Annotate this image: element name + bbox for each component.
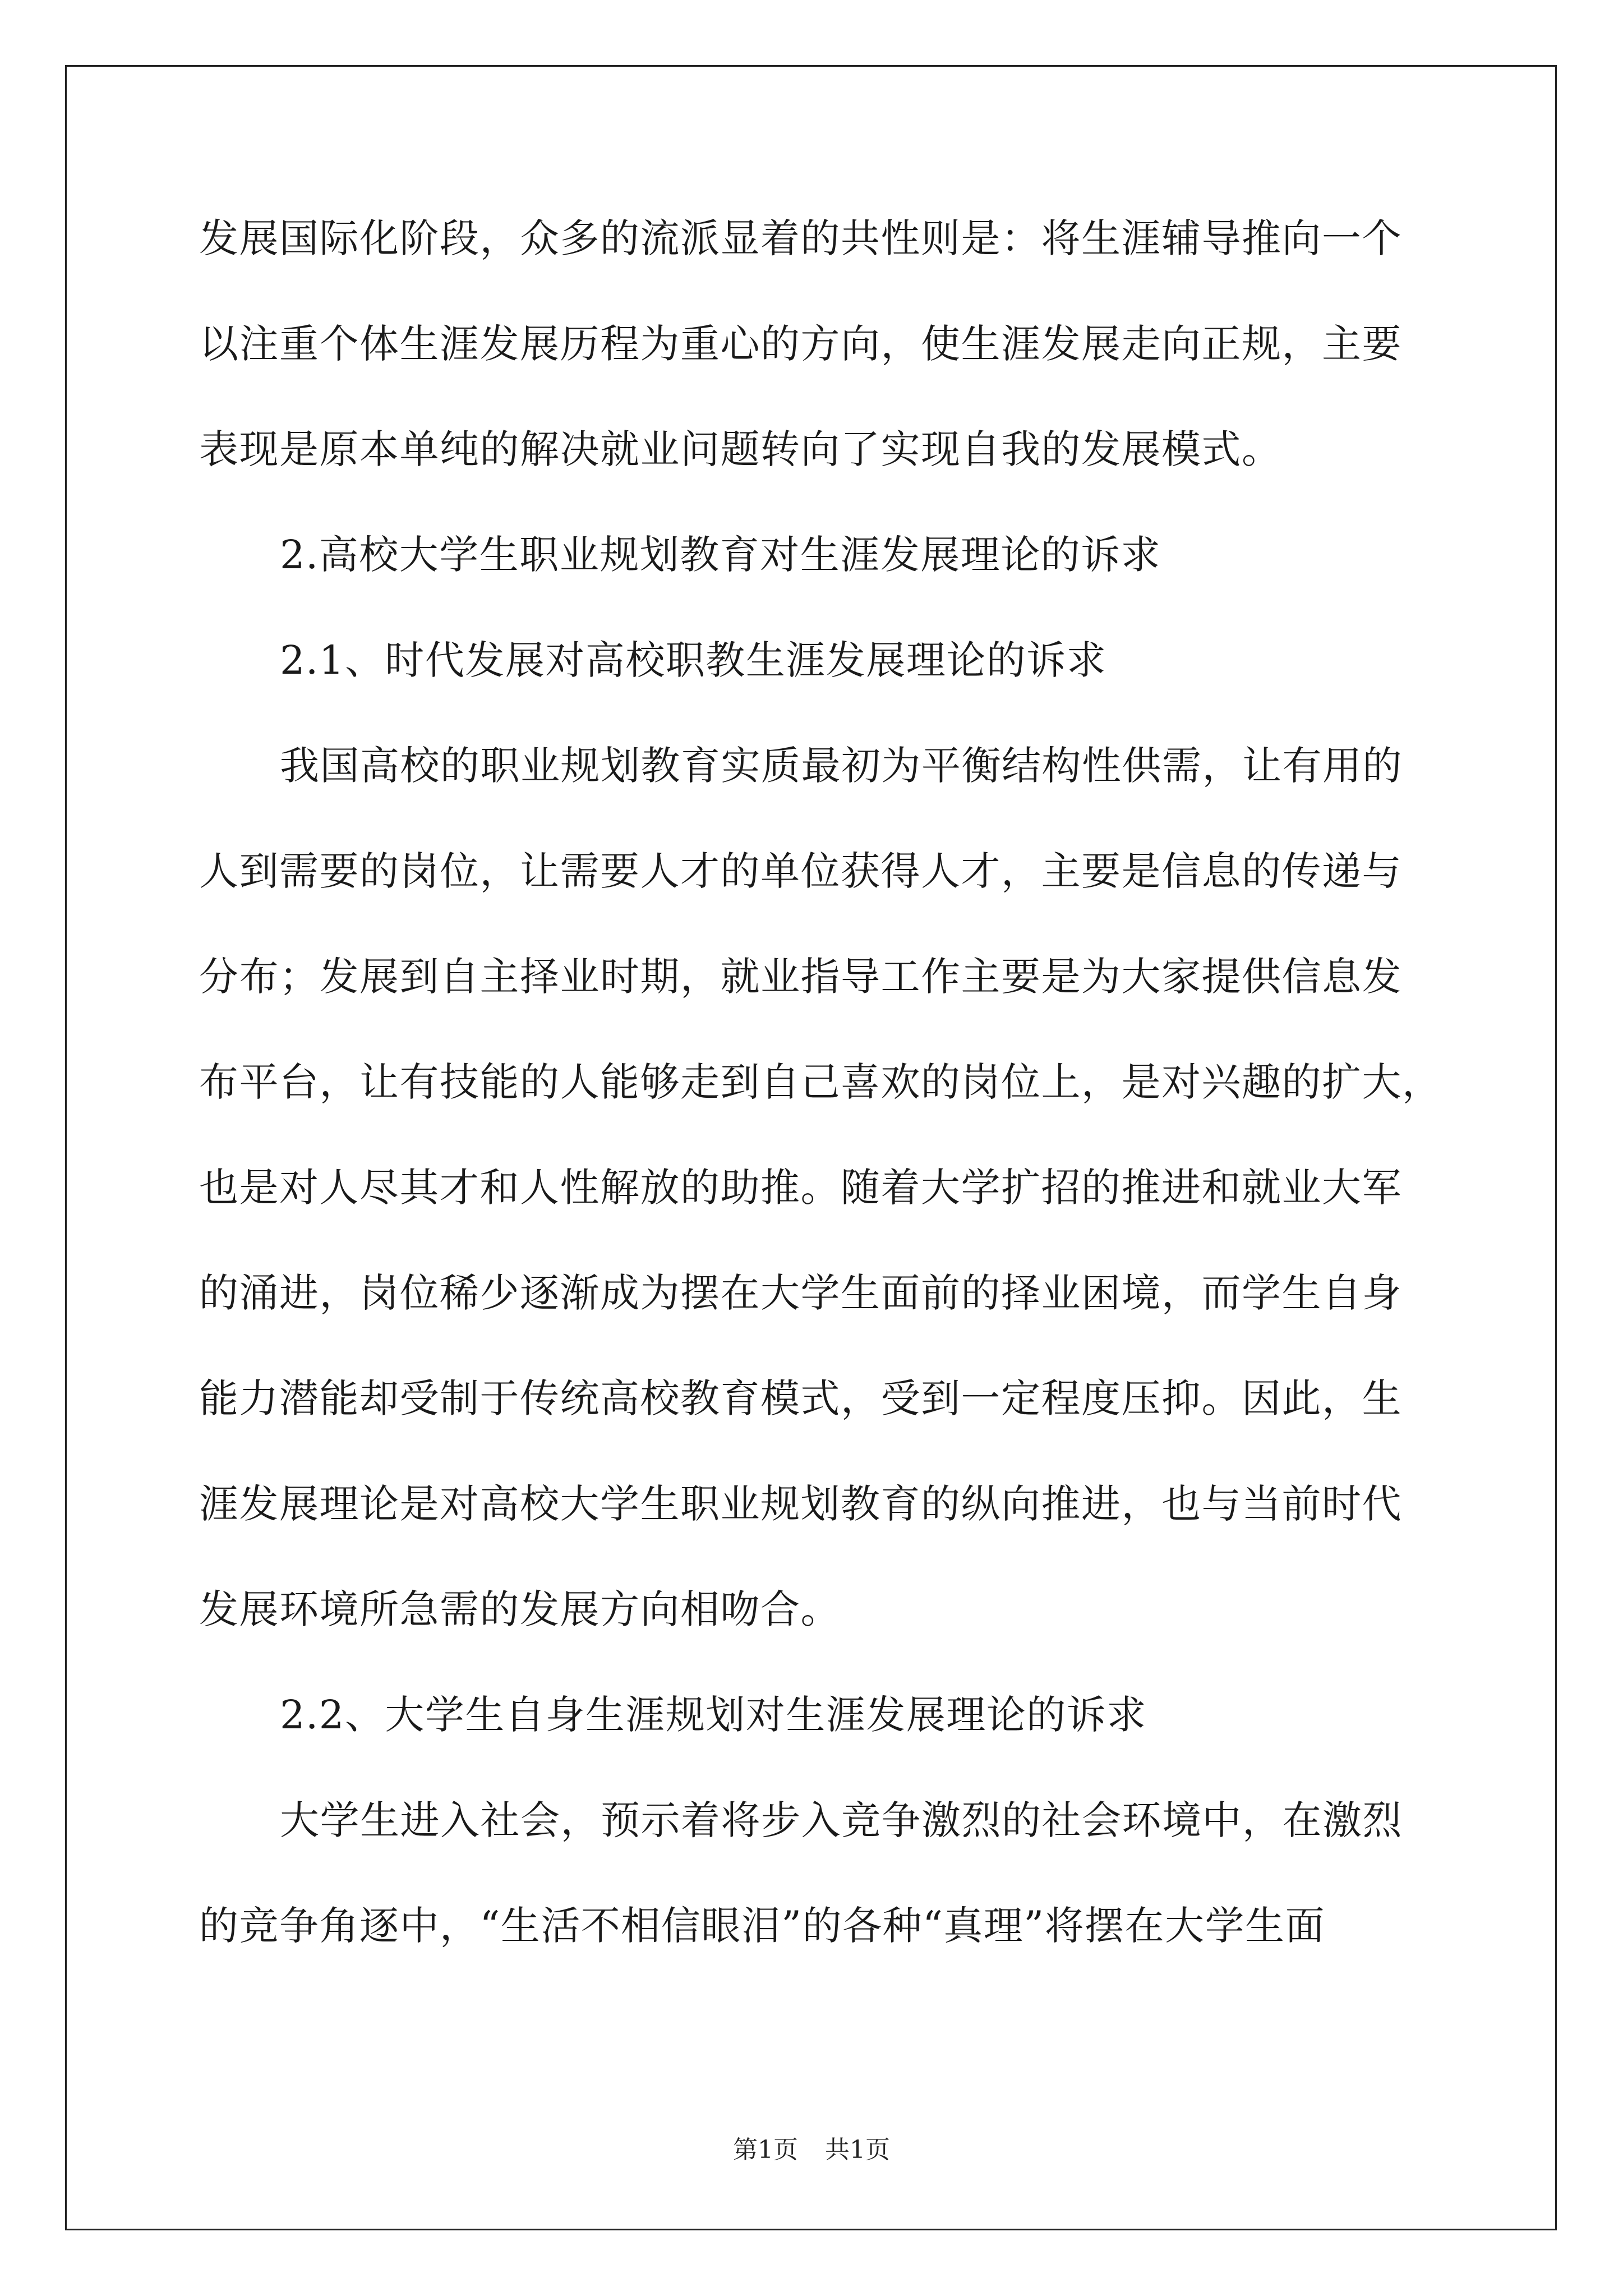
- page-total-label: 共1页: [825, 2136, 890, 2164]
- text-line: 也是对人尽其才和人性解放的助推。随着大学扩招的推进和就业大军: [199, 1165, 1402, 1211]
- section-heading: 2.高校大学生职业规划教育对生涯发展理论的诉求: [280, 532, 1161, 578]
- text-line: 布平台，让有技能的人能够走到自己喜欢的岗位上，是对兴趣的扩大，: [199, 1059, 1442, 1105]
- paragraph-start-line: 我国高校的职业规划教育实质最初为平衡结构性供需，让有用的: [280, 743, 1403, 789]
- text-line: 涯发展理论是对高校大学生职业规划教育的纵向推进，也与当前时代: [199, 1481, 1402, 1527]
- text-line: 发展环境所急需的发展方向相吻合。: [199, 1586, 841, 1632]
- text-line: 以注重个体生涯发展历程为重心的方向，使生涯发展走向正规，主要: [199, 321, 1402, 367]
- paragraph-start-line: 大学生进入社会，预示着将步入竞争激烈的社会环境中，在激烈: [280, 1797, 1403, 1843]
- text-line: 表现是原本单纯的解决就业问题转向了实现自我的发展模式。: [199, 426, 1282, 472]
- subsection-heading: 2.1、时代发展对高校职教生涯发展理论的诉求: [280, 637, 1107, 683]
- text-line: 发展国际化阶段，众多的流派显着的共性则是：将生涯辅导推向一个: [199, 215, 1402, 261]
- text-line: 分布；发展到自主择业时期，就业指导工作主要是为大家提供信息发: [199, 954, 1402, 1000]
- document-body: [199, 215, 1442, 2012]
- subsection-heading: 2.2、大学生自身生涯规划对生涯发展理论的诉求: [280, 1692, 1147, 1738]
- text-line: 的涌进，岗位稀少逐渐成为摆在大学生面前的择业困境，而学生自身: [199, 1270, 1402, 1316]
- page-footer: [0, 2136, 1623, 2164]
- text-line: 人到需要的岗位，让需要人才的单位获得人才，主要是信息的传递与: [199, 848, 1402, 894]
- page-number-label: 第1页: [733, 2136, 798, 2164]
- text-line: 的竞争角逐中，“生活不相信眼泪”的各种“真理”将摆在大学生面: [199, 1903, 1326, 1949]
- text-line: 能力潜能却受制于传统高校教育模式，受到一定程度压抑。因此，生: [199, 1375, 1402, 1421]
